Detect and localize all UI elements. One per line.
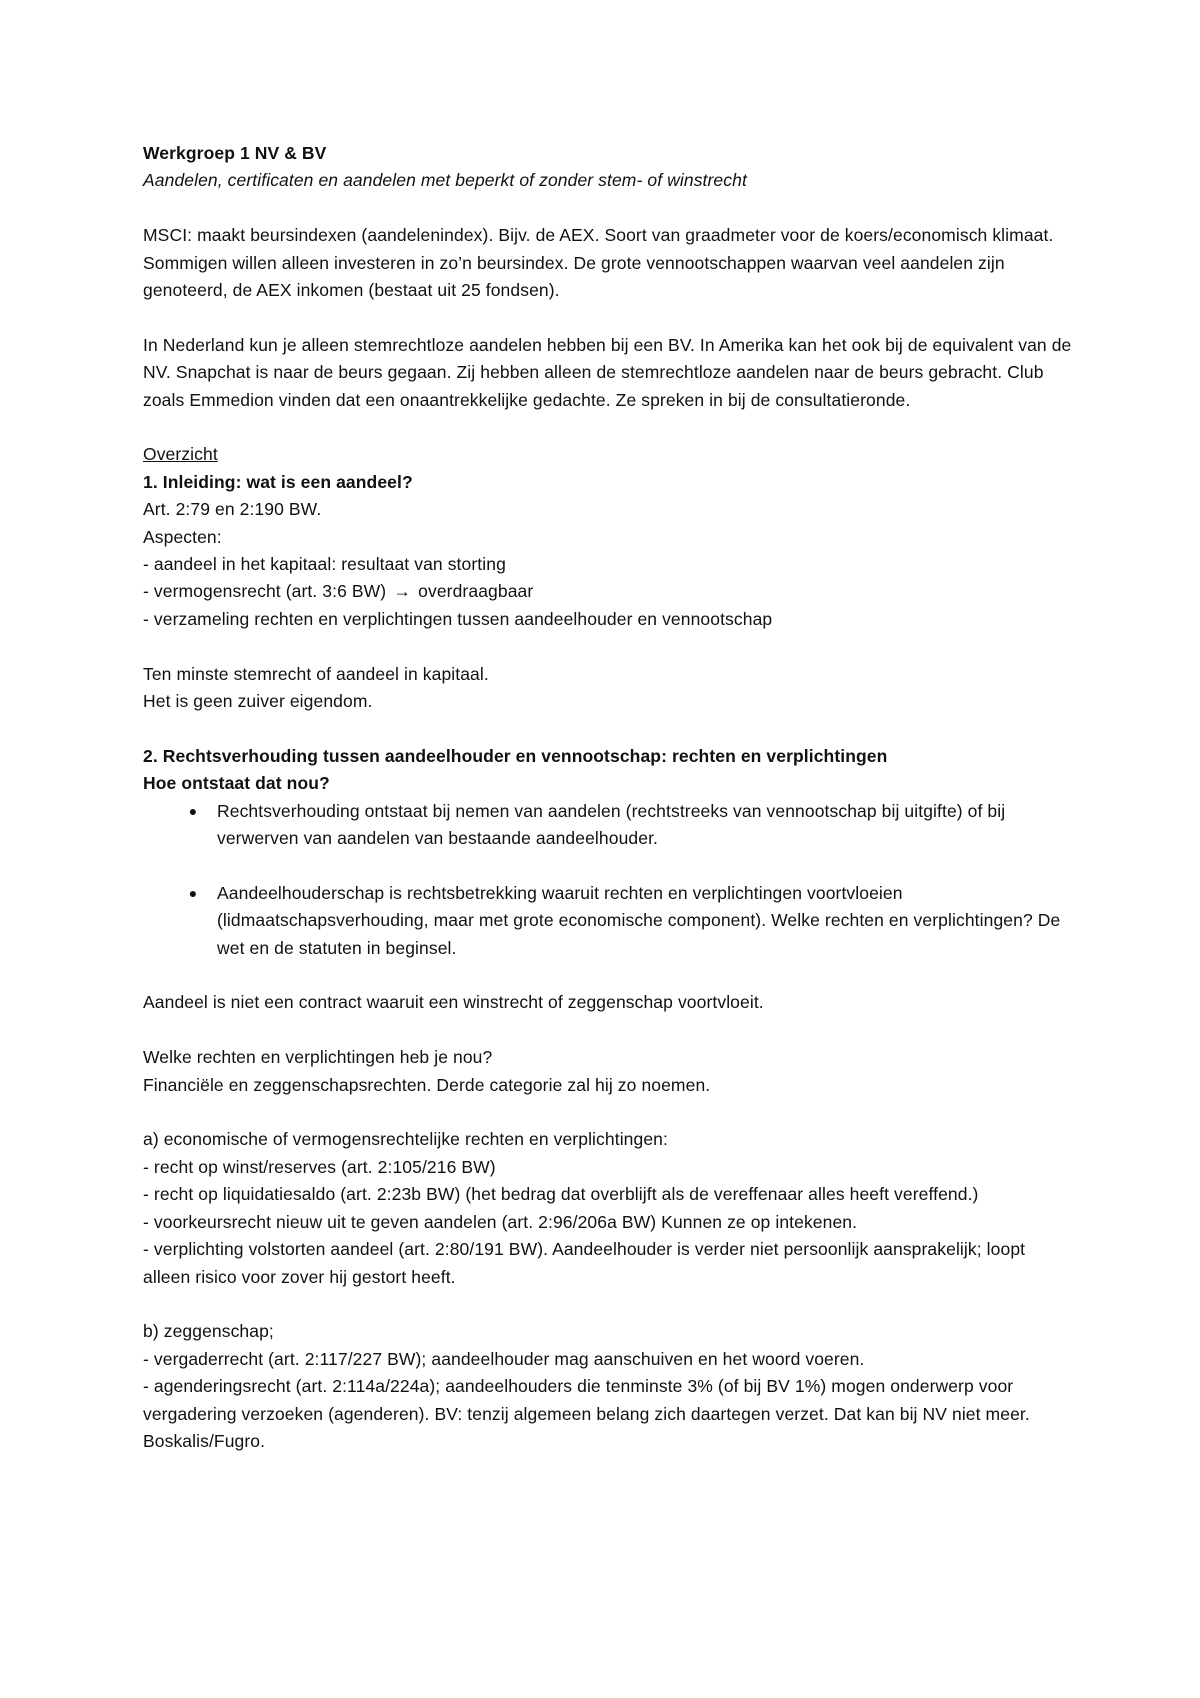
section-2-subheading: Hoe ontstaat dat nou?	[143, 773, 330, 794]
section-1-heading: 1. Inleiding: wat is een aandeel?	[143, 471, 413, 492]
section-2-heading: 2. Rechtsverhouding tussen aandeelhouder en vennootschap: rechten en verplichtingen	[143, 745, 888, 766]
section-2-categories-line: Financiële en zeggenschapsrechten. Derde categorie zal hij zo noemen.	[143, 1074, 711, 1095]
list-item	[143, 880, 1073, 962]
section-1-item-vermogensrecht	[143, 578, 1073, 605]
part-b-item-vergaderrecht: - vergaderrecht (art. 2:117/227 BW); aandeelhouder mag aanschuiven en het woord voeren.	[143, 1348, 865, 1369]
spacer	[143, 962, 1073, 989]
bullet-icon: ●	[188, 884, 198, 901]
list-item	[143, 798, 1073, 853]
spacer	[143, 715, 1073, 742]
section-2-bullet-list	[143, 798, 1073, 962]
section-1-article-line: Art. 2:79 en 2:190 BW.	[143, 499, 322, 520]
document-subtitle: Aandelen, certificaten en aandelen met beperkt of zonder stem- of winstrecht	[143, 170, 747, 191]
part-a-heading: a) economische of vermogensrechtelijke rechten en verplichtingen:	[143, 1129, 668, 1150]
part-b-heading: b) zeggenschap;	[143, 1321, 274, 1342]
spacer	[143, 1099, 1073, 1126]
spacer	[143, 1291, 1073, 1318]
part-a-item-voorkeursrecht: - voorkeursrecht nieuw uit te geven aandelen (art. 2:96/206a BW) Kunnen ze op intekenen.	[143, 1211, 858, 1232]
bullet-text-aandeelhouderschap: Aandeelhouderschap is rechtsbetrekking waaruit rechten en verplichtingen voortvloeien (lidmaatschapsverhouding, maar met grote economische component). Welke rechten en verplichtingen? De wet en de statuten in beginsel.	[217, 882, 1061, 958]
spacer	[143, 414, 1073, 441]
part-a-item-volstorten: - verplichting volstorten aandeel (art. 2:80/191 BW). Aandeelhouder is verder niet persoonlijk aansprakelijk; loopt alleen risico voor zover hij gestort heeft.	[143, 1239, 1026, 1287]
section-2-question-line: Welke rechten en verplichtingen heb je nou?	[143, 1047, 493, 1068]
overview-label: Overzicht	[143, 444, 218, 465]
section-2-contract-line: Aandeel is niet een contract waaruit een winstrecht of zeggenschap voortvloeit.	[143, 992, 764, 1013]
part-a-item-liquidatiesaldo: - recht op liquidatiesaldo (art. 2:23b BW) (het bedrag dat overblijft als de vereffenaar alles heeft vereffend.)	[143, 1184, 979, 1205]
spacer	[143, 195, 1073, 222]
vermogensrecht-text: - vermogensrecht (art. 3:6 BW)	[143, 581, 387, 602]
document-title: Werkgroep 1 NV & BV	[143, 143, 327, 163]
part-b-item-agenderingsrecht: - agenderingsrecht (art. 2:114a/224a); aandeelhouders die tenminste 3% (of bij BV 1%) mogen onderwerp voor vergadering verzoeken (agenderen). BV: tenzij algemeen belang zich daartegen verzet. Dat kan bij NV niet meer. Boskalis/Fugro.	[143, 1376, 1030, 1451]
bullet-icon: ●	[188, 802, 198, 819]
spacer	[143, 304, 1073, 331]
intro-paragraph-msci: MSCI: maakt beursindexen (aandelenindex). Bijv. de AEX. Soort van graadmeter voor de koers/economisch klimaat. Sommigen willen alleen investeren in zo’n beursindex. De grote vennootschappen waarvan veel aandelen zijn genoteerd, de AEX inkomen (bestaat uit 25 fondsen).	[143, 225, 1054, 301]
spacer	[143, 852, 1073, 879]
spacer	[143, 1017, 1073, 1044]
right-arrow-icon: →	[393, 581, 411, 602]
section-1-eigendom-line: Het is geen zuiver eigendom.	[143, 691, 373, 712]
intro-paragraph-stemrechtloze: In Nederland kun je alleen stemrechtloze aandelen hebben bij een BV. In Amerika kan het ook bij de equivalent van de NV. Snapchat is naar de beurs gegaan. Zij hebben alleen de stemrechtloze aandelen naar de beurs gebracht. Club zoals Emmedion vinden dat een onaantrekkelijke gedachte. Ze spreken in bij de consultatieronde.	[143, 334, 1072, 410]
spacer	[143, 633, 1073, 660]
section-1-item-verzameling: - verzameling rechten en verplichtingen tussen aandeelhouder en vennootschap	[143, 608, 773, 629]
overdraagbaar-text: overdraagbaar	[418, 581, 534, 602]
part-a-item-winst: - recht op winst/reserves (art. 2:105/216 BW)	[143, 1156, 496, 1177]
document-page	[143, 140, 1073, 1455]
bullet-text-rechtsverhouding: Rechtsverhouding ontstaat bij nemen van aandelen (rechtstreeks van vennootschap bij uitgifte) of bij verwerven van aandelen van bestaande aandeelhouder.	[217, 800, 1006, 849]
section-1-aspects-label: Aspecten:	[143, 526, 222, 547]
section-1-minimum-line: Ten minste stemrecht of aandeel in kapitaal.	[143, 663, 489, 684]
section-1-item-kapitaal: - aandeel in het kapitaal: resultaat van storting	[143, 554, 506, 575]
